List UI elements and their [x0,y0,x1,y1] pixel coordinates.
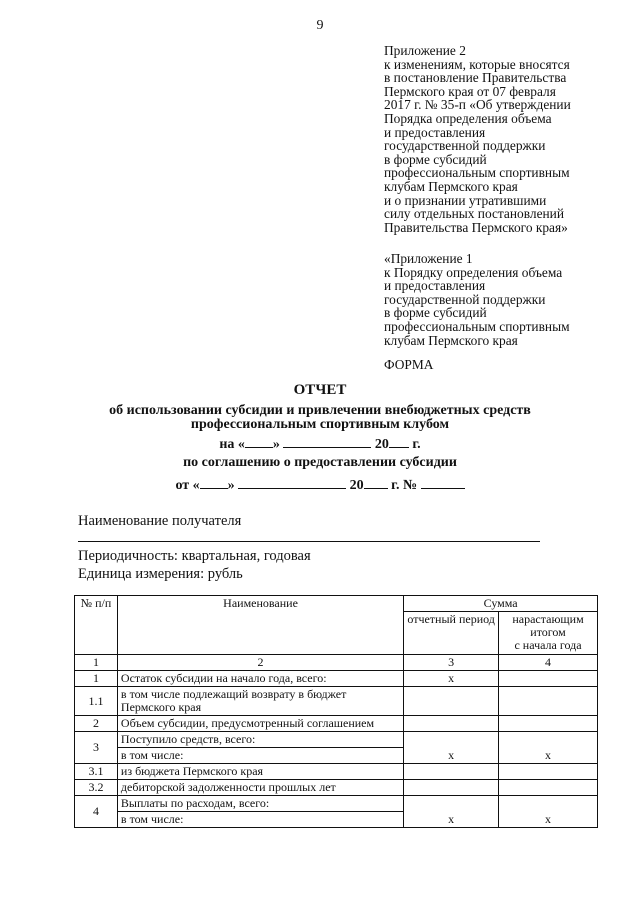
report-subtitle [0,404,640,432]
agreement-day-blank [200,476,228,489]
appendix-line: и предоставления [384,278,486,294]
row-num: 2 [75,716,118,732]
row-period-value [404,687,499,716]
row-period-value [404,764,499,780]
appendix-line: в постановление Правительства [384,70,567,86]
agreement-date-line [0,476,640,494]
row-num: 3.1 [75,764,118,780]
table-row [75,780,598,796]
report-subtitle-line: об использовании субсидии и привлечении внебюджетных средств [109,403,531,418]
appendix-line: «Приложение 1 [384,251,473,266]
recipient-label: Наименование получателя [78,513,242,529]
colnum-cell: 1 [75,655,118,671]
month-blank [283,435,371,448]
row-cumulative-value: x [499,796,598,828]
header-sum: Сумма [404,596,598,612]
appendix-line: профессиональным спортивным [384,165,570,181]
header-period: отчетный период [404,612,499,655]
row-num: 3 [75,732,118,764]
row-name: Выплаты по расходам, всего: [118,796,403,812]
table-colnum-row [75,655,598,671]
row-name: в том числе подлежащий возврату в бюджет Пермского края [117,687,403,716]
date-mid: » [272,437,280,452]
row-cumulative-value: x [499,732,598,764]
appendix-line: и предоставления [384,124,486,140]
date-prefix: на « [219,437,245,452]
year-blank [389,435,409,448]
row-name: Объем субсидии, предусмотренный соглашением [117,716,403,732]
header-cumulative [499,612,598,655]
appendix-line: и о признании утратившими [384,192,547,208]
appendix-line: Порядка определения объема [384,110,552,126]
appendix-line: государственной поддержки [384,291,546,307]
report-table [74,595,598,828]
table-header-row [75,596,598,612]
appendix-line: клубам Пермского края [384,332,518,348]
day-blank [245,435,273,448]
report-title: ОТЧЕТ [293,382,347,398]
appendix-line: Приложение 2 [384,43,466,58]
row-name: в том числе: [120,812,184,826]
appendix-line: Правительства Пермского края» [384,219,568,235]
row-name: Поступило средств, всего: [118,732,403,748]
header-cumulative-line: итогом [530,625,566,639]
row-period-value: x [404,671,499,687]
appendix-line: Пермского края от 07 февраля [384,83,556,99]
table-row [75,716,598,732]
row-name: дебиторской задолженности прошлых лет [117,780,403,796]
row-period-value: x [404,796,499,828]
row-period-value [404,716,499,732]
agreement-mid: » [227,478,235,493]
colnum-cell: 2 [117,655,403,671]
agreement-suffix: г. № [391,478,418,493]
agreement-number-blank [421,476,465,489]
appendix-1-block [384,252,634,347]
appendix-line: государственной поддержки [384,138,546,154]
agreement-year: 20 [349,478,364,493]
table-row [75,671,598,687]
appendix-line: профессиональным спортивным [384,318,570,334]
header-cumulative-line: с начала года [514,638,582,652]
date-year: 20 [374,437,389,452]
row-cumulative-value [499,716,598,732]
row-cumulative-value [499,671,598,687]
header-num: № п/п [75,596,118,655]
periodicity-text: Периодичность: квартальная, годовая [78,548,311,564]
agreement-month-blank [238,476,346,489]
page-number: 9 [316,18,324,33]
table-row [75,764,598,780]
appendix-line: силу отдельных постановлений [384,206,565,222]
row-cumulative-value [499,764,598,780]
row-num: 4 [75,796,118,828]
row-name: Остаток субсидии на начало года, всего: [117,671,403,687]
agreement-prefix: от « [175,478,200,493]
date-suffix: г. [412,437,421,452]
table-row [75,796,598,828]
row-name-split [117,796,403,828]
table-row [75,687,598,716]
header-name: Наименование [117,596,403,655]
row-num: 3.2 [75,780,118,796]
appendix-line: клубам Пермского края [384,178,518,194]
row-cumulative-value [499,687,598,716]
recipient-name-line [78,541,540,542]
colnum-cell: 3 [404,655,499,671]
row-name-split [117,732,403,764]
appendix-line: в форме субсидий [384,305,487,321]
row-num: 1.1 [75,687,118,716]
report-date-line [0,435,640,453]
row-name: из бюджета Пермского края [117,764,403,780]
colnum-cell: 4 [499,655,598,671]
report-subtitle-line: профессиональным спортивным клубом [190,417,450,432]
row-cumulative-value [499,780,598,796]
agreement-year-blank [364,476,388,489]
table-row [75,732,598,764]
appendix-line: к изменениям, которые вносятся [384,56,570,72]
row-period-value: x [404,732,499,764]
appendix-2-block [384,44,634,234]
appendix-line: 2017 г. № 35-п «Об утверждении [384,97,571,113]
form-label: ФОРМА [384,357,434,372]
row-num: 1 [75,671,118,687]
row-period-value [404,780,499,796]
unit-text: Единица измерения: рубль [78,566,243,582]
agreement-line: по соглашению о предоставлении субсидии [183,455,457,470]
header-cumulative-line: нарастающим [512,612,584,626]
row-name: в том числе: [120,748,184,762]
appendix-line: в форме субсидий [384,151,487,167]
appendix-line: к Порядку определения объема [384,264,563,280]
